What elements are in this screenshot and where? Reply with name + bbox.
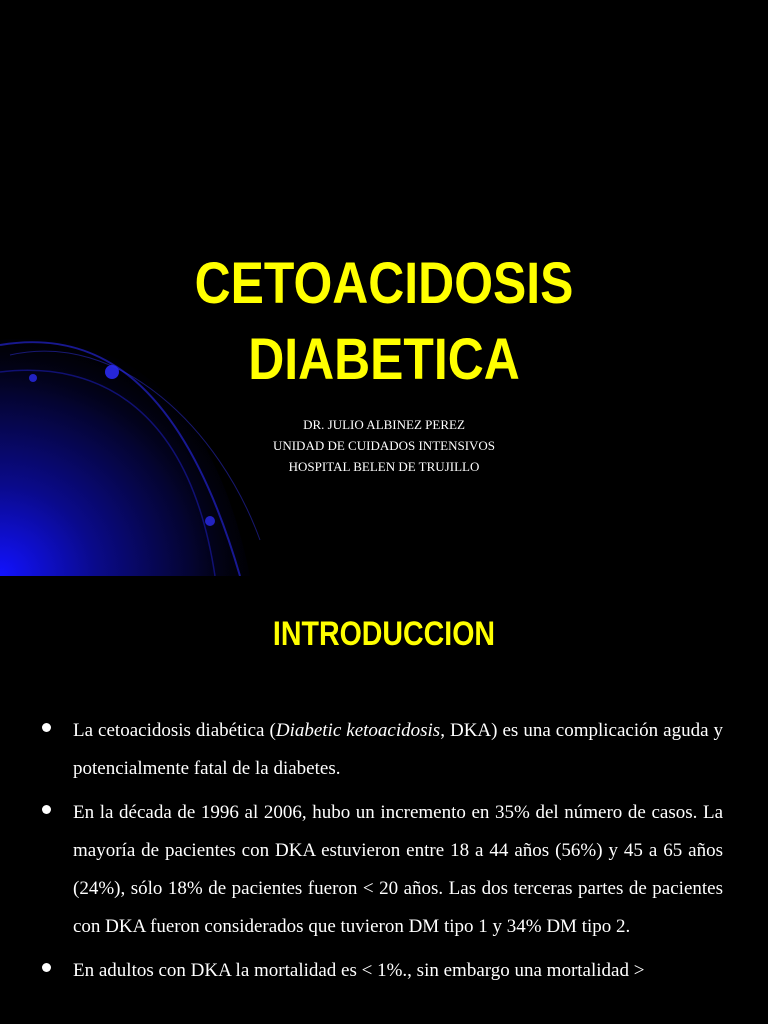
bullet-icon xyxy=(42,963,51,972)
bullet-text: La cetoacidosis diabética (Diabetic ketoacidosis, DKA) es una complicación aguda y potencialmente fatal de la diabetes. xyxy=(73,720,724,779)
bullet-icon xyxy=(42,805,51,814)
author-unit: UNIDAD DE CUIDADOS INTENSIVOS xyxy=(272,438,496,453)
slide-heading: INTRODUCCION xyxy=(272,615,496,653)
author-name: DR. JULIO ALBINEZ PEREZ xyxy=(303,417,465,432)
bullet-icon xyxy=(42,723,51,732)
author-block xyxy=(0,414,768,477)
slide-title: CETOACIDOSIS DIABETICA xyxy=(194,251,574,392)
bullet-text: En adultos con DKA la mortalidad es < 1%., sin embargo una mortalidad > xyxy=(73,960,645,981)
author-hospital: HOSPITAL BELEN DE TRUJILLO xyxy=(288,459,480,474)
list-item xyxy=(0,794,768,946)
italic-term: Diabetic ketoacidosis xyxy=(275,720,441,741)
list-item xyxy=(0,952,768,990)
intro-slide xyxy=(0,576,768,1024)
bullet-text: En la década de 1996 al 2006, hubo un incremento en 35% del número de casos. La mayoría de pacientes con DKA estuvieron entre 18 a 44 años (56%) y 45 a 65 años (24%), sólo 18% de pacientes fueron < 20 años. Las dos terceras partes de pacientes con DKA fueron considerados que tuvieron DM tipo 1 y 34% DM tipo 2. xyxy=(73,802,723,937)
bullet-list xyxy=(0,712,768,990)
list-item xyxy=(0,712,768,788)
